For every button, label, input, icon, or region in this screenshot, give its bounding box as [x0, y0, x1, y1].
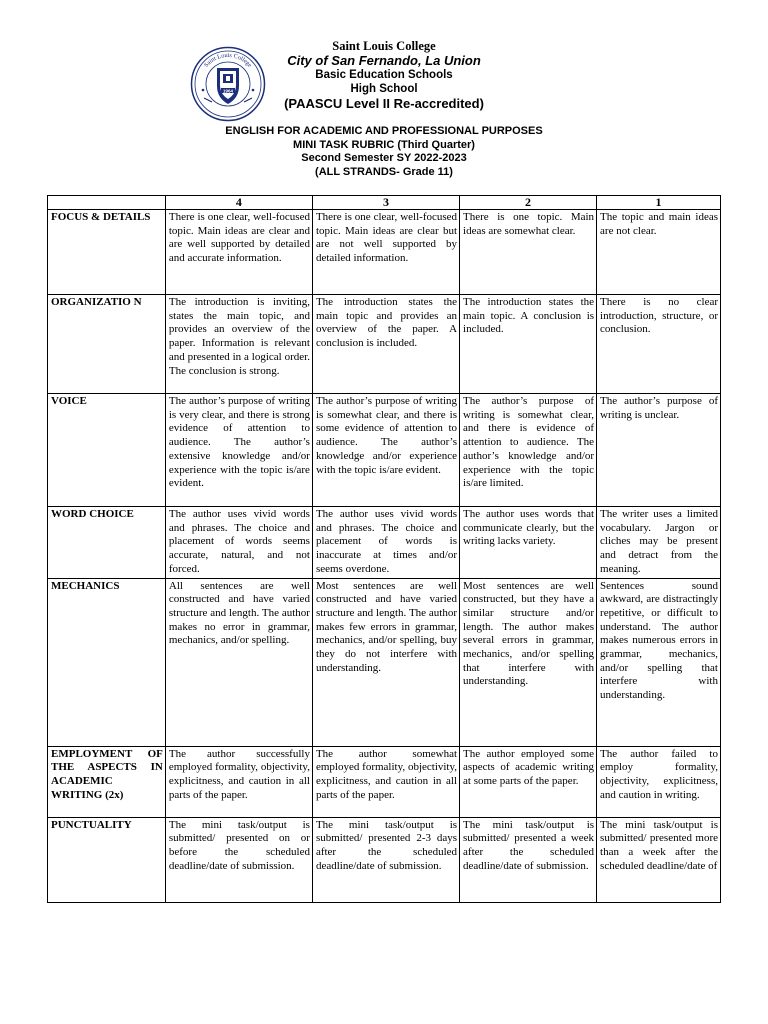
header-cell-criteria	[48, 196, 166, 210]
criterion-cell: FOCUS & DETAILS	[48, 210, 166, 295]
table-cell: All sentences are well constructed and have varied structure and length. The author makes no error in grammar, mechanics, and/or spelling.	[165, 578, 312, 746]
title-rubric: MINI TASK RUBRIC (Third Quarter)	[293, 138, 475, 151]
table-cell: The author’s purpose of writing is somewhat clear, and there is evidence of attention to audience. The author’s knowledge and/or experience with the topic is/are limited.	[460, 394, 597, 507]
table-header-row	[48, 196, 721, 210]
criterion-cell: ORGANIZATIO N	[48, 295, 166, 394]
table-cell: There is one topic. Main ideas are somewhat clear.	[460, 210, 597, 295]
table-cell: The author failed to employ formality, objectivity, explicitness, and caution in writing.	[597, 746, 721, 817]
school-accreditation: (PAASCU Level II Re-accredited)	[284, 96, 484, 111]
table-cell: The introduction states the main topic. A conclusion is included.	[460, 295, 597, 394]
table-cell: The author somewhat employed formality, objectivity, explicitness, and caution in all parts of the paper.	[312, 746, 459, 817]
table-cell: There is one clear, well-focused topic. Main ideas are clear but are not well supported by detailed information.	[312, 210, 459, 295]
table-row	[48, 295, 721, 394]
school-division: Basic Education Schools	[315, 69, 453, 81]
table-row	[48, 817, 721, 902]
title-subject: ENGLISH FOR ACADEMIC AND PROFESSIONAL PURPOSES	[225, 125, 543, 137]
school-city: City of San Fernando, La Union	[287, 53, 481, 68]
header-cell-score-3: 3	[312, 196, 459, 210]
table-row	[48, 507, 721, 579]
header-cell-score-4: 4	[165, 196, 312, 210]
header-cell-score-1: 1	[597, 196, 721, 210]
rubric-table	[47, 195, 721, 903]
table-row	[48, 746, 721, 817]
table-row	[48, 394, 721, 507]
table-cell: There is no clear introduction, structure, or conclusion.	[597, 295, 721, 394]
table-cell: The mini task/output is submitted/ presented a week after the scheduled deadline/date of submission.	[460, 817, 597, 902]
criterion-cell: EMPLOYMENT OF THE ASPECTS IN ACADEMIC WRITING (2x)	[48, 746, 166, 817]
table-cell: There is one clear, well-focused topic. Main ideas are clear and are well supported by detailed and accurate information.	[165, 210, 312, 295]
school-level: High School	[350, 83, 418, 95]
criterion-cell: PUNCTUALITY	[48, 817, 166, 902]
table-row	[48, 210, 721, 295]
table-cell: The author’s purpose of writing is unclear.	[597, 394, 721, 507]
table-cell: The writer uses a limited vocabulary. Jargon or cliches may be present and detract from the meaning.	[597, 507, 721, 579]
table-cell: The author’s purpose of writing is very clear, and there is strong evidence of attention to audience. The author’s extensive knowledge and/or experience with the topic is/are evident.	[165, 394, 312, 507]
table-cell: The author successfully employed formality, objectivity, explicitness, and caution in all parts of the paper.	[165, 746, 312, 817]
table-cell: The author’s purpose of writing is somewhat clear, and there is some evidence of attention to audience. The author’s knowledge and/or experience with the topic is/are evident.	[312, 394, 459, 507]
criterion-cell: WORD CHOICE	[48, 507, 166, 579]
logo-year: 1964	[222, 88, 234, 94]
table-cell: The mini task/output is submitted/ presented on or before the scheduled deadline/date of submission.	[165, 817, 312, 902]
document-title	[0, 125, 768, 179]
table-cell: The mini task/output is submitted/ presented more than a week after the scheduled deadline/date of	[597, 817, 721, 902]
school-name: Saint Louis College	[332, 39, 436, 53]
table-cell: Sentences sound awkward, are distractingly repetitive, or difficult to understand. The author makes numerous errors in grammar, mechanics, and/or spelling that interfere with understanding.	[597, 578, 721, 746]
table-cell: The author uses words that communicate clearly, but the writing lacks variety.	[460, 507, 597, 579]
table-cell: Most sentences are well constructed and have varied structure and length. The author makes few errors in grammar, mechanics, and/or spelling, buy they do not interfere with understanding.	[312, 578, 459, 746]
title-semester: Second Semester SY 2022-2023	[301, 152, 467, 164]
table-cell: The author uses vivid words and phrases. The choice and placement of words is inaccurate at times and/or seems overdone.	[312, 507, 459, 579]
svg-text:Saint Louis College: Saint Louis College	[202, 51, 254, 69]
title-strands: (ALL STRANDS- Grade 11)	[315, 165, 453, 178]
table-cell: The introduction is inviting, states the main topic, and provides an overview of the paper. Information is relevant and presented in a logical order. The conclusion is strong.	[165, 295, 312, 394]
school-header	[0, 38, 768, 118]
table-cell: The mini task/output is submitted/ presented 2-3 days after the scheduled deadline/date of submission.	[312, 817, 459, 902]
table-cell: Most sentences are well constructed, but they have a similar structure and/or length. The author makes several errors in grammar, mechanics, and/or spelling that interfere with understanding.	[460, 578, 597, 746]
header-cell-score-2: 2	[460, 196, 597, 210]
table-cell: The topic and main ideas are not clear.	[597, 210, 721, 295]
criterion-cell: VOICE	[48, 394, 166, 507]
table-row	[48, 578, 721, 746]
table-cell: The author uses vivid words and phrases. The choice and placement of words seems accurate, natural, and not forced.	[165, 507, 312, 579]
table-cell: The introduction states the main topic and provides an overview of the paper. A conclusion is included.	[312, 295, 459, 394]
table-cell: The author employed some aspects of academic writing at some parts of the paper.	[460, 746, 597, 817]
criterion-cell: MECHANICS	[48, 578, 166, 746]
